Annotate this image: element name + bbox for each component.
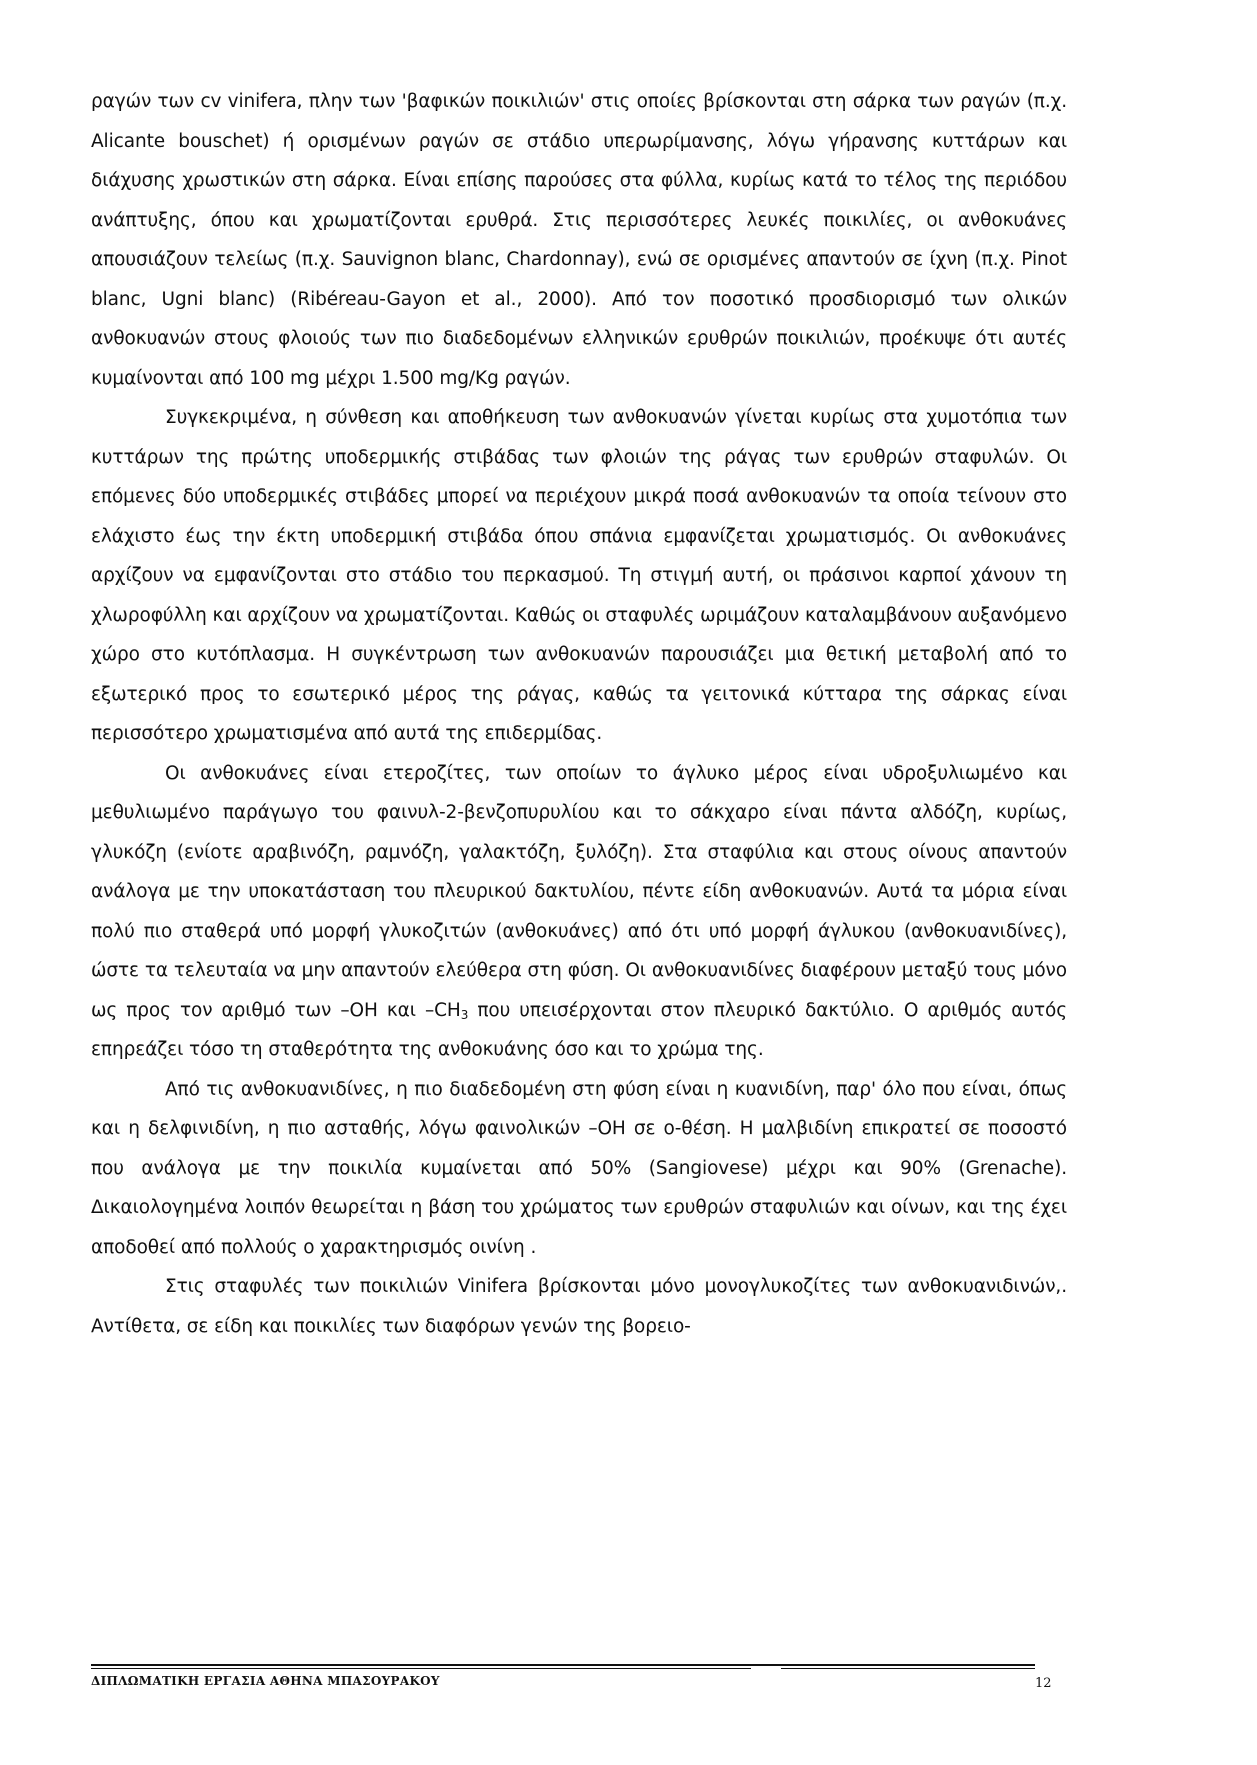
- page-number: 12: [1035, 1676, 1052, 1691]
- paragraph-2: Συγκεκριμένα, η σύνθεση και αποθήκευση των ανθοκυανών γίνεται κυρίως στα χυμοτόπια των κυττάρων της πρώτης υποδερμικής στιβάδας των φλοιών της ράγας των ερυθρών σταφυλών. Οι επόμενες δύο υποδερμικές στιβάδες μπορεί να περιέχουν μικρά ποσά ανθοκυανών τα οποία τείνουν στο ελάχιστο έως την έκτη υποδερμική στιβάδα όπου σπάνια εμφανίζεται χρωματισμός. Οι ανθοκυάνες αρχίζουν να εμφανίζονται στο στάδιο του περκασμού. Τη στιγμή αυτή, οι πράσινοι καρποί χάνουν τη χλωροφύλλη και αρχίζουν να χρωματίζονται. Καθώς οι σταφυλές ωριμάζουν καταλαμβάνουν αυξανόμενο χώρο στο κυτόπλασμα. Η συγκέντρωση των ανθοκυανών παρουσιάζει μια θετική μεταβολή από το εξωτερικό προς το εσωτερικό μέρος της ράγας, καθώς τα γειτονικά κύτταρα της σάρκας είναι περισσότερο χρωματισμένα από αυτά της επιδερμίδας.: [91, 407, 1067, 744]
- footer-rule-secondary: [91, 1668, 751, 1669]
- page-body: [91, 82, 1067, 1346]
- footer-rule: [91, 1664, 1035, 1666]
- paragraph-3: [91, 754, 1067, 1070]
- footer-rule-tertiary: [781, 1668, 1035, 1669]
- paragraph-3-part-1: Οι ανθοκυάνες είναι ετεροζίτες, των οποίων το άγλυκο μέρος είναι υδροξυλιωμένο και μεθυλιωμένο παράγωγο του φαινυλ-2-βενζοπυρυλίου και το σάκχαρο είναι πάντα αλδόζη, κυρίως, γλυκόζη (ενίοτε αραβινόζη, ραμνόζη, γαλακτόζη, ξυλόζη). Στα σταφύλια και στους οίνους απαντούν ανάλογα με την υποκατάσταση του πλευρικού δακτυλίου, πέντε είδη ανθοκυανών. Αυτά τα μόρια είναι πολύ πιο σταθερά υπό μορφή γλυκοζιτών (ανθοκυάνες) από ότι υπό μορφή άγλυκου (ανθοκυανιδίνες), ώστε τα τελευταία να μην απαντούν ελεύθερα στη φύση. Οι ανθοκυανιδίνες διαφέρουν μεταξύ τους μόνο ως προς τον αριθμό των –ΟΗ και –CH: [91, 762, 1067, 1021]
- footer-title: ΔΙΠΛΩΜΑΤΙΚΗ ΕΡΓΑΣΙΑ ΑΘΗΝΑ ΜΠΑΣΟΥΡΑΚΟΥ: [91, 1674, 440, 1688]
- paragraph-4: Από τις ανθοκυανιδίνες, η πιο διαδεδομένη στη φύση είναι η κυανιδίνη, παρ' όλο που είναι, όπως και η δελφινιδίνη, η πιο ασταθής, λόγω φαινολικών –ΟΗ σε ο-θέση. Η μαλβιδίνη επικρατεί σε ποσοστό που ανάλογα με την ποικιλία κυμαίνεται από 50% (Sangiovese) μέχρι και 90% (Grenache). Δικαιολογημένα λοιπόν θεωρείται η βάση του χρώματος των ερυθρών σταφυλιών και οίνων, και της έχει αποδοθεί από πολλούς ο χαρακτηρισμός οινίνη .: [91, 1078, 1067, 1258]
- paragraph-3-part-2: που υπεισέρχονται στον πλευρικό δακτύλιο. Ο αριθμός αυτός επηρεάζει τόσο τη σταθερότητα της ανθοκυάνης όσο και το χρώμα της.: [91, 999, 1067, 1060]
- paragraph-1: ραγών των cv vinifera, πλην των 'βαφικών ποικιλιών' στις οποίες βρίσκονται στη σάρκα των ραγών (π.χ. Alicante bouschet) ή ορισμένων ραγών σε στάδιο υπερωρίμανσης, λόγω γήρανσης κυττάρων και διάχυσης χρωστικών στη σάρκα. Είναι επίσης παρούσες στα φύλλα, κυρίως κατά το τέλος της περιόδου ανάπτυξης, όπου και χρωματίζονται ερυθρά. Στις περισσότερες λευκές ποικιλίες, οι ανθοκυάνες απουσιάζουν τελείως (π.χ. Sauvignon blanc, Chardonnay), ενώ σε ορισμένες απαντούν σε ίχνη (π.χ. Pinot blanc, Ugni blanc) (Ribéreau-Gayon et al., 2000). Από τον ποσοτικό προσδιορισμό των ολικών ανθοκυανών στους φλοιούς των πιο διαδεδομένων ελληνικών ερυθρών ποικιλιών, προέκυψε ότι αυτές κυμαίνονται από 100 mg μέχρι 1.500 mg/Kg ραγών.: [91, 91, 1067, 389]
- page-footer: [91, 1664, 1067, 1704]
- paragraph-5: Στις σταφυλές των ποικιλιών Vinifera βρίσκονται μόνο μονογλυκοζίτες των ανθοκυανιδινών,. Αντίθετα, σε είδη και ποικιλίες των διαφόρων γενών της βορειο-: [91, 1276, 1067, 1337]
- subscript-3: 3: [460, 1007, 469, 1022]
